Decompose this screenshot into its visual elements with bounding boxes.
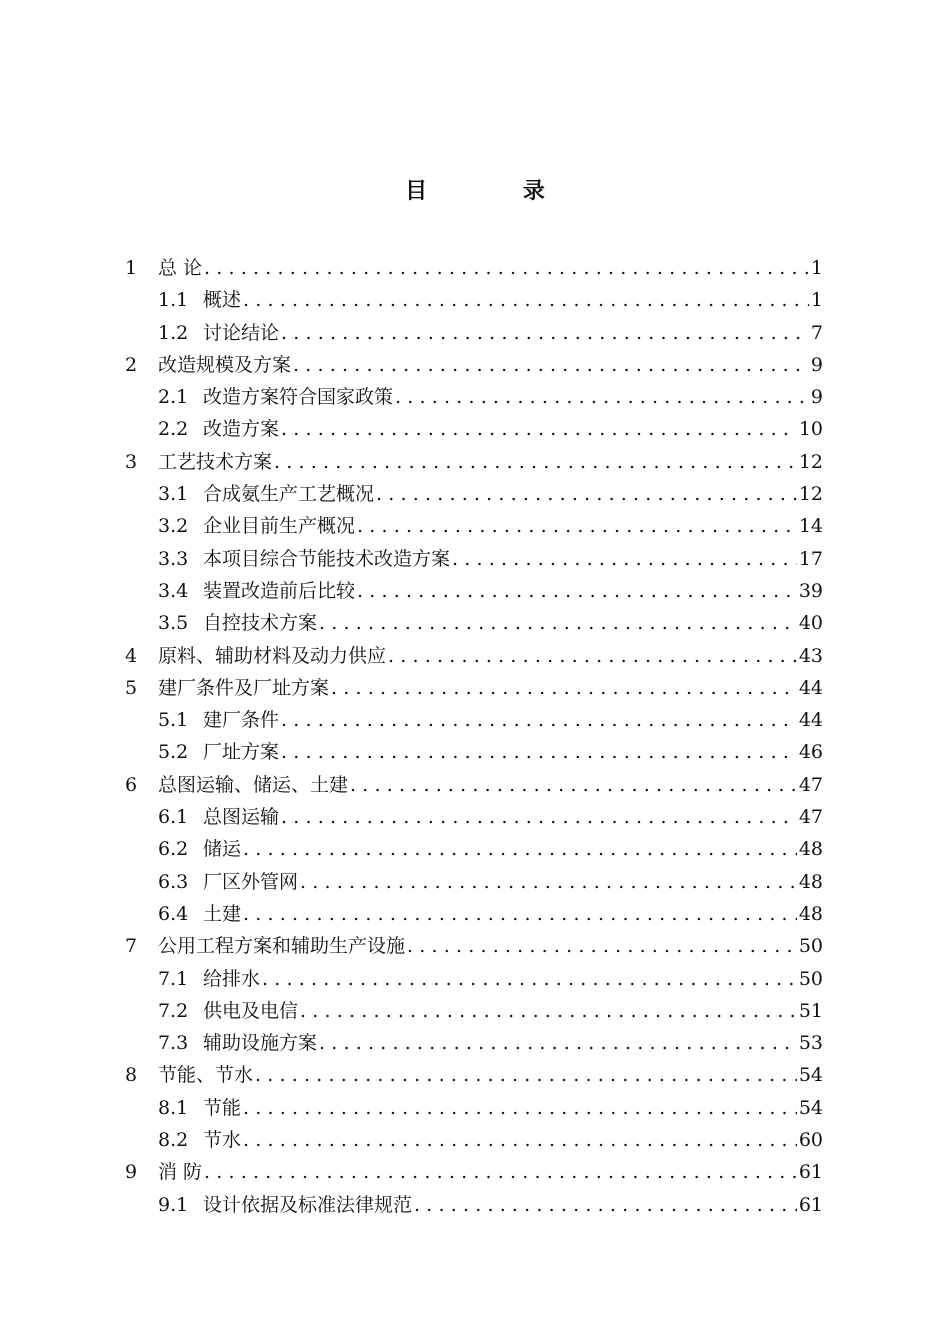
toc-dot-leader	[293, 349, 809, 381]
toc-entry-title: 节水	[203, 1129, 242, 1152]
toc-entry-title: 厂区外管网	[203, 870, 299, 893]
toc-page-number: 7	[810, 321, 823, 344]
toc-subsection-entry[interactable]	[125, 1189, 823, 1221]
toc-section-entry[interactable]	[125, 1059, 823, 1091]
toc-entry-number: 6.1	[158, 806, 189, 829]
toc-entry-title: 总图运输、储运、土建	[158, 773, 349, 796]
toc-page-number: 48	[798, 902, 823, 925]
toc-page-number: 47	[798, 806, 823, 829]
toc-page-number: 43	[798, 644, 823, 667]
toc-entry-title: 改造规模及方案	[158, 353, 292, 376]
toc-subsection-entry[interactable]	[125, 543, 823, 575]
toc-page-number: 1	[810, 257, 823, 279]
toc-page-number: 54	[798, 1096, 823, 1119]
toc-page-number: 53	[798, 1032, 823, 1055]
toc-dot-leader	[243, 898, 797, 930]
toc-entry-title: 原料、辅助材料及动力供应	[158, 644, 387, 667]
toc-entry-number: 2.1	[158, 386, 189, 409]
toc-subsection-entry[interactable]	[125, 898, 823, 930]
toc-page-number: 50	[798, 967, 823, 990]
toc-dot-leader	[414, 1189, 797, 1221]
toc-dot-leader	[319, 607, 797, 639]
toc-section-entry[interactable]	[125, 769, 823, 801]
toc-page-number: 12	[798, 483, 823, 506]
toc-entry-title: 给排水	[203, 967, 261, 990]
toc-entry-number: 7.1	[158, 967, 189, 990]
toc-section-entry[interactable]	[125, 1156, 823, 1188]
toc-dot-leader	[262, 963, 797, 995]
toc-entry-number: 9.1	[158, 1193, 189, 1216]
toc-entry-title: 公用工程方案和辅助生产设施	[158, 935, 406, 958]
toc-dot-leader	[243, 1092, 797, 1124]
toc-section-entry[interactable]	[125, 446, 823, 478]
toc-section-entry[interactable]	[125, 349, 823, 381]
toc-entry-number: 1.2	[158, 321, 189, 344]
toc-entry-number: 4	[125, 644, 138, 667]
toc-dot-leader	[331, 672, 797, 704]
toc-entry-number: 5	[125, 676, 138, 699]
toc-entry-number: 2.2	[158, 418, 189, 441]
toc-subsection-entry[interactable]	[125, 317, 823, 349]
toc-subsection-entry[interactable]	[125, 704, 823, 736]
toc-dot-leader	[395, 381, 809, 413]
toc-entry-number: 3	[125, 450, 138, 473]
toc-page-number: 60	[798, 1129, 823, 1152]
toc-page-number: 61	[798, 1193, 823, 1216]
toc-page-number: 61	[798, 1161, 823, 1184]
toc-subsection-entry[interactable]	[125, 1124, 823, 1156]
toc-dot-leader	[281, 704, 797, 736]
toc-entry-number: 2	[125, 353, 138, 376]
toc-subsection-entry[interactable]	[125, 413, 823, 445]
toc-entry-number: 6.4	[158, 902, 189, 925]
toc-dot-leader	[300, 995, 797, 1027]
toc-entry-number: 3.4	[158, 579, 189, 602]
toc-dot-leader	[350, 769, 797, 801]
toc-dot-leader	[281, 413, 797, 445]
toc-subsection-entry[interactable]	[125, 801, 823, 833]
toc-dot-leader	[243, 1124, 797, 1156]
toc-dot-leader	[300, 866, 797, 898]
toc-page-number: 40	[798, 612, 823, 635]
toc-subsection-entry[interactable]	[125, 833, 823, 865]
toc-entry-number: 8	[125, 1064, 138, 1087]
toc-dot-leader	[281, 736, 797, 768]
toc-page-number: 1	[810, 289, 823, 312]
toc-entry-number: 8.1	[158, 1096, 189, 1119]
toc-subsection-entry[interactable]	[125, 284, 823, 316]
toc-page-number: 54	[798, 1064, 823, 1087]
toc-page-number: 17	[798, 547, 823, 570]
toc-entry-number: 6.3	[158, 870, 189, 893]
toc-entry-title: 总图运输	[203, 806, 280, 829]
table-of-contents	[125, 252, 823, 1221]
toc-subsection-entry[interactable]	[125, 995, 823, 1027]
toc-entry-title: 建厂条件	[203, 709, 280, 732]
toc-entry-number: 7.2	[158, 999, 189, 1022]
toc-page-number: 46	[798, 741, 823, 764]
toc-subsection-entry[interactable]	[125, 575, 823, 607]
toc-dot-leader	[204, 252, 809, 284]
toc-page-number: 44	[798, 709, 823, 732]
toc-entry-number: 1	[125, 257, 138, 279]
toc-dot-leader	[376, 478, 797, 510]
toc-page-number: 48	[798, 838, 823, 861]
toc-subsection-entry[interactable]	[125, 381, 823, 413]
toc-section-entry[interactable]	[125, 252, 823, 284]
toc-page-number: 44	[798, 676, 823, 699]
toc-entry-title: 储运	[203, 838, 242, 861]
toc-dot-leader	[274, 446, 797, 478]
toc-entry-number: 5.1	[158, 709, 189, 732]
toc-entry-title: 消 防	[158, 1161, 203, 1184]
toc-entry-title: 节能	[203, 1096, 242, 1119]
toc-entry-title: 土建	[203, 902, 242, 925]
toc-subsection-entry[interactable]	[125, 1092, 823, 1124]
toc-entry-title: 改造方案符合国家政策	[203, 386, 394, 409]
toc-dot-leader	[204, 1156, 797, 1188]
toc-entry-title: 本项目综合节能技术改造方案	[203, 547, 451, 570]
toc-page-number: 50	[798, 935, 823, 958]
toc-entry-number: 9	[125, 1161, 138, 1184]
toc-section-entry[interactable]	[125, 640, 823, 672]
toc-page-number: 48	[798, 870, 823, 893]
toc-page-number: 9	[810, 353, 823, 376]
page-title: 目 录	[405, 178, 589, 204]
toc-dot-leader	[281, 801, 797, 833]
toc-dot-leader	[243, 833, 797, 865]
toc-page-number: 39	[798, 579, 823, 602]
toc-entry-number: 7.3	[158, 1032, 189, 1055]
toc-entry-title: 辅助设施方案	[203, 1032, 318, 1055]
toc-dot-leader	[357, 510, 797, 542]
toc-page-number: 10	[798, 418, 823, 441]
toc-entry-number: 3.3	[158, 547, 189, 570]
toc-entry-number: 1.1	[158, 289, 189, 312]
toc-entry-title: 装置改造前后比较	[203, 579, 356, 602]
toc-entry-title: 自控技术方案	[203, 612, 318, 635]
toc-dot-leader	[319, 1027, 797, 1059]
toc-subsection-entry[interactable]	[125, 1027, 823, 1059]
toc-dot-leader	[388, 640, 797, 672]
toc-subsection-entry[interactable]	[125, 478, 823, 510]
toc-dot-leader	[281, 317, 809, 349]
toc-subsection-entry[interactable]	[125, 866, 823, 898]
toc-entry-number: 6	[125, 773, 138, 796]
toc-entry-title: 讨论结论	[203, 321, 280, 344]
toc-entry-title: 合成氨生产工艺概况	[203, 483, 375, 506]
toc-subsection-entry[interactable]	[125, 510, 823, 542]
toc-entry-title: 总 论	[158, 257, 203, 279]
toc-entry-number: 3.1	[158, 483, 189, 506]
toc-page-number: 14	[798, 515, 823, 538]
toc-entry-number: 8.2	[158, 1129, 189, 1152]
toc-dot-leader	[407, 930, 797, 962]
toc-subsection-entry[interactable]	[125, 607, 823, 639]
toc-page-number: 9	[810, 386, 823, 409]
toc-entry-title: 厂址方案	[203, 741, 280, 764]
toc-entry-title: 改造方案	[203, 418, 280, 441]
toc-entry-title: 企业目前生产概况	[203, 515, 356, 538]
toc-entry-title: 供电及电信	[203, 999, 299, 1022]
toc-entry-title: 节能、节水	[158, 1064, 254, 1087]
toc-entry-number: 6.2	[158, 838, 189, 861]
toc-entry-title: 设计依据及标准法律规范	[203, 1193, 413, 1216]
toc-dot-leader	[452, 543, 797, 575]
toc-entry-number: 3.5	[158, 612, 189, 635]
toc-subsection-entry[interactable]	[125, 736, 823, 768]
toc-section-entry[interactable]	[125, 930, 823, 962]
toc-dot-leader	[243, 284, 809, 316]
toc-dot-leader	[255, 1059, 797, 1091]
toc-entry-number: 7	[125, 935, 138, 958]
toc-subsection-entry[interactable]	[125, 963, 823, 995]
toc-entry-title: 建厂条件及厂址方案	[158, 676, 330, 699]
toc-dot-leader	[357, 575, 797, 607]
toc-entry-title: 概述	[203, 289, 242, 312]
toc-page-number: 12	[798, 450, 823, 473]
toc-entry-number: 3.2	[158, 515, 189, 538]
toc-page-number: 51	[798, 999, 823, 1022]
toc-entry-number: 5.2	[158, 741, 189, 764]
toc-page-number: 47	[798, 773, 823, 796]
toc-entry-title: 工艺技术方案	[158, 450, 273, 473]
toc-section-entry[interactable]	[125, 672, 823, 704]
